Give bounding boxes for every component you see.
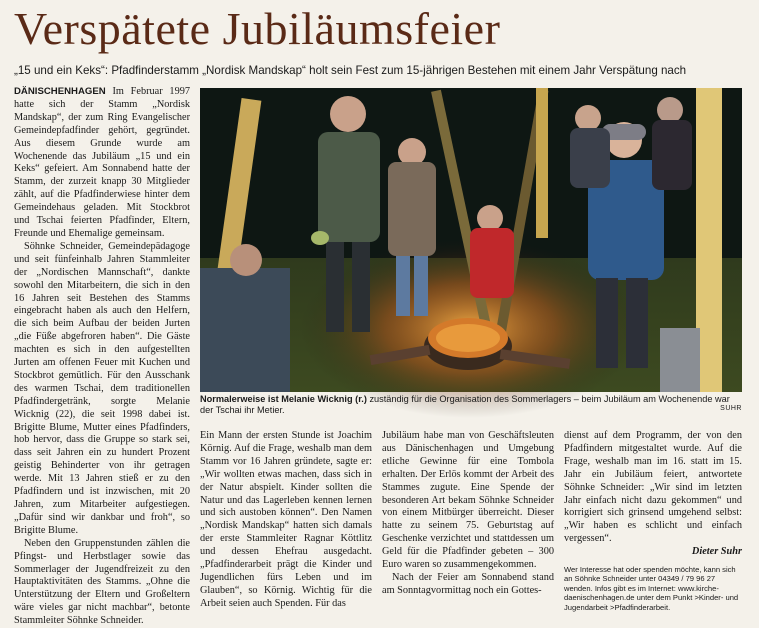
caption-text: zuständig für die Organisation des Sommerlagers – beim Jubiläum am Wochenende war der Tschai ihr Metier. [200, 394, 730, 415]
author-byline: Dieter Suhr [691, 546, 742, 558]
paragraph: Söhnke Schneider, Gemeindepädagoge und seit fünfeinhalb Jahren Stammleiter der „Nordischen Mannschaft“, dankte sowohl den Mitarbeitern, die sich in den 16 Jahren seit Bestehen des Stamms eingebracht haben als auch den Helfern, die sich beim Aufbau der beiden Jurten „die Füße abgefroren haben“. Die Gäste machten es sich in den aufgestellten Jurten am offenen Feuer mit Kuchen und Stockbrot gemütlich. Für den Ausschank des warmen Tschai, dem traditionellen Pfadfindergetränk, sorgte Melanie Wicknig (22), die seit 1998 dabei ist. Brigitte Blume, Mutter eines Pfadfinders, hob hervor, dass die Gruppe so stark sei, dass seit Jahren ein zu hundert Prozent geistig Behinderter von ihr getragen werde. Mit 13 Jahren stieß er zu den Pfadfindern und ist inzwischen, mit 20 Jahren, zum Mitarbeiter aufgestiegen. „Dafür sind wir dankbar und froh“, so Brigitte Blume. [14, 240, 190, 536]
photo-credit: SUHR [720, 405, 742, 412]
photo-caption [200, 394, 742, 416]
article-column-1 [14, 86, 190, 628]
paragraph: dienst auf dem Programm, der von den Pfadfindern mitgestaltet wurde. Auf die Frage, weshalb man im 16. statt im 15. Jahr ein Jubiläum feiert, antwortete Söhnke Schneider: „Wir sind im letzten Jahr einfach nicht dazu gekommen“ und korrigiert sich grinsend umgehend selbst: „Wir haben es schlicht und einfach vergessen“. [564, 430, 742, 545]
headline: Verspätete Jubiläumsfeier [14, 3, 501, 54]
info-note: Wer Interesse hat oder spenden möchte, kann sich an Söhnke Schneider unter 04349 / 79 96 27 wenden. Infos gibt es im Internet: www.kirche-daenischenhagen.de unter dem Punkt >Kinder- und Jugendarbeit >Pfadfinderarbeit. [564, 565, 739, 612]
caption-bold: Normalerweise ist Melanie Wicknig (r.) [200, 394, 367, 404]
paragraph: Nach der Feier am Sonnabend stand am Sonntagvormittag noch ein Gottes- [382, 571, 554, 596]
dateline: DÄNISCHENHAGEN [14, 86, 106, 97]
paragraph: Neben den Gruppenstunden zählen die Pfingst- und Herbstlager sowie das Sommerlager der Jugendfreizeit zu den Hauptaktivitäten des Stamms. „Ohne die Unterstützung der Eltern und Großeltern wäre vieles gar nicht machbar“, betonte Stammleiter Söhnke Schneider. [14, 537, 190, 627]
paragraph: DÄNISCHENHAGEN Im Februar 1997 hatte sich der Stamm „Nordisk Mandskap“, der zum Ring Evangelischer Gemeindepfadfinder gehört, gegründet. Aus diesem Grunde wurde am Wochenende das Jubiläum „15 und ein Keks“ gefeiert. Am Sonnabend hatte der Stamm, der zurzeit knapp 30 Mitglieder zählt, auf die Pfadfinderwiese hinter dem Gemeindehaus geladen. Mit Stockbrot und Tschai feierten Pfadfinder, Eltern, Freunde und Ehemalige gemeinsam. [14, 86, 191, 239]
subheadline: „15 und ein Keks“: Pfadfinderstamm „Nordisk Mandskap“ holt sein Fest zum 15-jährigen Bestehen mit einem Jahr Verspätung nach [14, 64, 687, 77]
article-column-3 [382, 430, 554, 598]
news-photo [200, 88, 742, 392]
paragraph: Jubiläum habe man von Geschäftsleuten aus Dänischenhagen und Umgebung etliche Gewinne für eine Tombola erhalten. Der Erlös kommt der Arbeit des Stammes zugute. Eine Spende der besonderen Art bekam Söhnke Schneider von einem Mitbürger überreicht. Dieser hatte zu seinem 75. Geburtstag auf Geschenke verzichtet und stattdessen um Geld für die Pfadfinder gebeten – 300 Euro waren so zusammengekommen. [382, 430, 554, 571]
paragraph: Ein Mann der ersten Stunde ist Joachim Körnig. Auf die Frage, weshalb man dem Stamm vor 16 Jahren gründete, sagte er: „Wir wollten etwas machen, dass sich in der Natur abspielt. Kinder sollten die Natur und das Lagerleben kennen lernen und sich austoben können“. Den Namen „Nordisk Mandskap“ hatten sich damals der erste Stammleiter Ragnar Köttlitz und dessen Ehefrau ausgedacht. „Pfadfinderarbeit prägt die Kinder und Jugendlichen fürs Leben und im Glauben“, so Körnig. Wichtig für die Arbeit seien auch Spenden. Für das [200, 430, 372, 609]
article-column-4 [564, 430, 742, 612]
article-column-2 [200, 430, 372, 611]
